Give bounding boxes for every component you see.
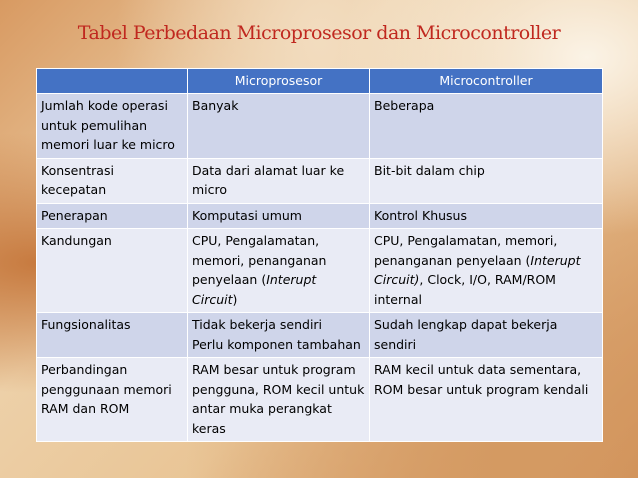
cell-microcontroller: Beberapa — [370, 94, 603, 159]
table-row — [37, 203, 603, 229]
table-row — [37, 313, 603, 358]
cell-microcontroller: Bit-bit dalam chip — [370, 158, 603, 203]
table-row — [37, 158, 603, 203]
cell-microprosesor: Komputasi umum — [188, 203, 370, 229]
cell-microprosesor — [188, 229, 370, 313]
cell-microprosesor — [188, 313, 370, 358]
row-label: Fungsionalitas — [37, 313, 188, 358]
italic-term: Interupt Circuit) — [374, 252, 581, 287]
cell-microprosesor: Data dari alamat luar ke micro — [188, 158, 370, 203]
cell-microcontroller: Sudah lengkap dapat bekerja sendiri — [370, 313, 603, 358]
cell-microprosesor: Banyak — [188, 94, 370, 159]
header-microcontroller: Microcontroller — [370, 69, 603, 94]
text-line: Perlu komponen tambahan — [192, 336, 361, 352]
text-segment: CPU, Pengalamatan, memori, penanganan penyelaan ( — [374, 233, 558, 268]
cell-microcontroller: Kontrol Khusus — [370, 203, 603, 229]
cell-microprosesor: RAM besar untuk program pengguna, ROM kecil untuk antar muka perangkat keras — [188, 358, 370, 442]
text-line: Tidak bekerja sendiri — [192, 317, 323, 332]
row-label: Penerapan — [37, 203, 188, 229]
row-label: Jumlah kode operasi untuk pemulihan memori luar ke micro — [37, 94, 188, 159]
row-label: Konsentrasi kecepatan — [37, 158, 188, 203]
table-row — [37, 229, 603, 313]
slide-title: Tabel Perbedaan Microprosesor dan Microcontroller — [77, 22, 561, 44]
cell-microcontroller: RAM kecil untuk data sementara, ROM besar untuk program kendali — [370, 358, 603, 442]
text-segment: ) — [232, 291, 238, 307]
comparison-table — [36, 68, 603, 442]
table-row — [37, 94, 603, 159]
row-label: Kandungan — [37, 229, 188, 313]
header-empty — [37, 69, 188, 94]
table-header-row — [37, 69, 603, 94]
italic-term: Interupt Circuit — [192, 272, 317, 307]
row-label: Perbandingan penggunaan memori RAM dan ROM — [37, 358, 188, 442]
text-segment: CPU, Pengalamatan, memori, penanganan penyelaan ( — [192, 233, 327, 287]
header-microprosesor: Microprosesor — [188, 69, 370, 94]
table-row — [37, 358, 603, 442]
text-segment: , Clock, I/O, RAM/ROM internal — [374, 272, 556, 307]
cell-microcontroller — [370, 229, 603, 313]
